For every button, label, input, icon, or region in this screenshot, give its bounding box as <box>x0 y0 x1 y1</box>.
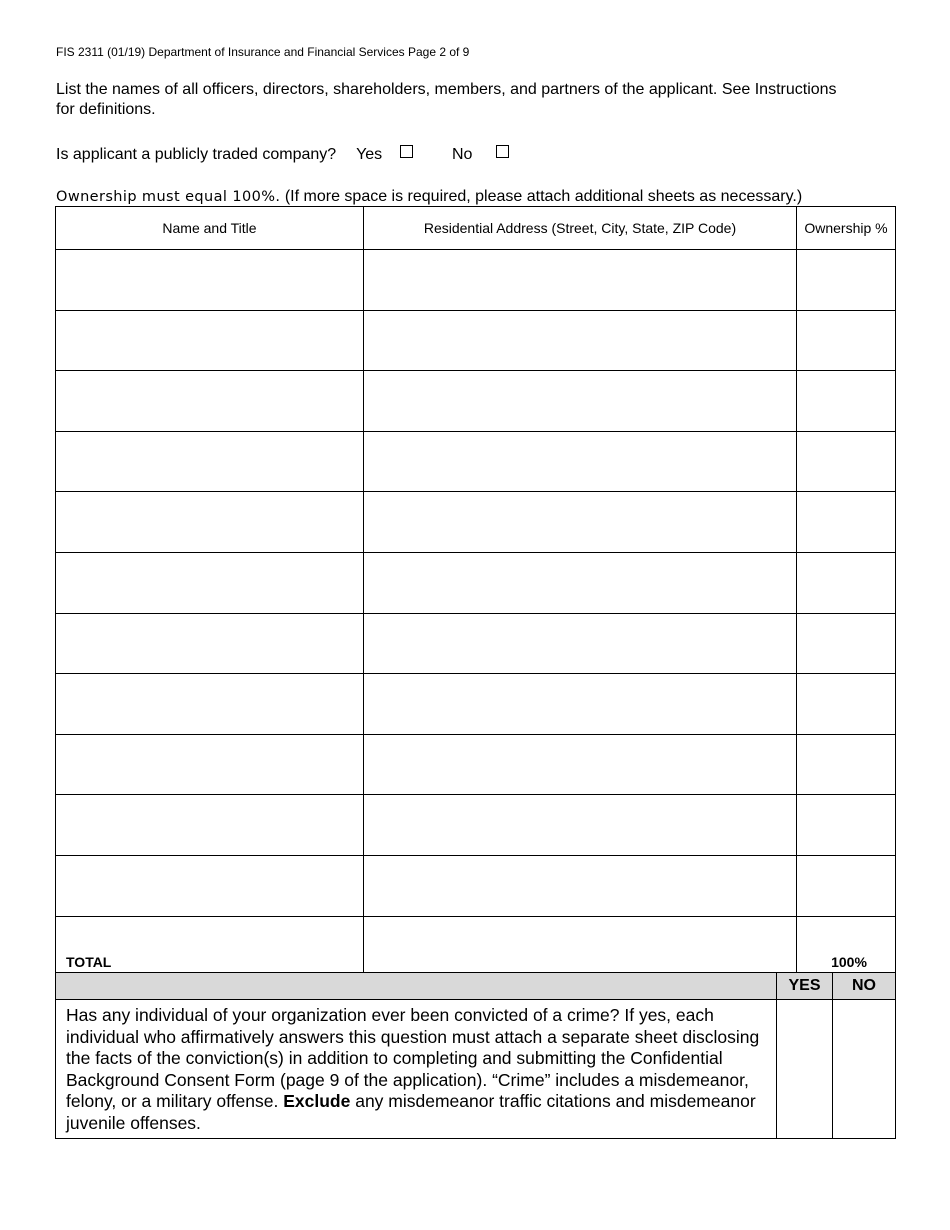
publicly-traded-no-checkbox[interactable] <box>496 145 509 158</box>
ownership-row <box>56 371 896 432</box>
ownership-row <box>56 734 896 795</box>
address-cell[interactable] <box>364 613 797 674</box>
address-cell[interactable] <box>364 674 797 735</box>
name-title-cell[interactable] <box>56 492 364 553</box>
column-header-name-title: Name and Title <box>56 207 364 250</box>
address-cell[interactable] <box>364 310 797 371</box>
ownership-percent-cell[interactable] <box>797 613 896 674</box>
address-cell[interactable] <box>364 492 797 553</box>
ownership-row <box>56 310 896 371</box>
ownership-note-lead: Ownership must equal 100%. <box>56 189 281 205</box>
total-address-cell <box>364 916 797 976</box>
ownership-percent-cell[interactable] <box>797 795 896 856</box>
crime-header-blank <box>56 973 777 1000</box>
address-cell[interactable] <box>364 371 797 432</box>
publicly-traded-label: Is applicant a publicly traded company? <box>56 146 337 163</box>
ownership-row <box>56 431 896 492</box>
crime-question-part2: any misdemeanor traffic citations and misdemeanor juvenile offenses. <box>66 1091 756 1133</box>
ownership-row <box>56 613 896 674</box>
name-title-cell[interactable] <box>56 310 364 371</box>
intro-instructions: List the names of all officers, directors, shareholders, members, and partners of the applicant. See Instructions for definitions. <box>56 81 837 118</box>
name-title-cell[interactable] <box>56 734 364 795</box>
crime-question-bold: Exclude <box>283 1091 351 1111</box>
total-label: TOTAL <box>56 916 364 976</box>
no-label: No <box>452 146 473 163</box>
no-column-header: NO <box>833 973 896 1000</box>
form-header: FIS 2311 (01/19) Department of Insurance and Financial Services Page 2 of 9 <box>56 45 470 59</box>
ownership-row <box>56 492 896 553</box>
publicly-traded-yes-checkbox[interactable] <box>400 145 413 158</box>
ownership-row <box>56 674 896 735</box>
ownership-percent-cell[interactable] <box>797 250 896 311</box>
total-row <box>56 916 896 976</box>
address-cell[interactable] <box>364 795 797 856</box>
crime-question-row <box>56 1000 896 1139</box>
address-cell[interactable] <box>364 855 797 916</box>
name-title-cell[interactable] <box>56 371 364 432</box>
address-cell[interactable] <box>364 552 797 613</box>
column-header-address: Residential Address (Street, City, State, ZIP Code) <box>364 207 797 250</box>
name-title-cell[interactable] <box>56 613 364 674</box>
address-cell[interactable] <box>364 734 797 795</box>
column-header-ownership: Ownership % <box>797 207 896 250</box>
name-title-cell[interactable] <box>56 795 364 856</box>
total-percent: 100% <box>797 916 896 976</box>
name-title-cell[interactable] <box>56 674 364 735</box>
publicly-traded-question <box>56 145 509 165</box>
ownership-row <box>56 250 896 311</box>
crime-table-header <box>56 973 896 1000</box>
ownership-row <box>56 855 896 916</box>
yes-label: Yes <box>356 146 383 163</box>
ownership-row <box>56 795 896 856</box>
crime-question-part1: Has any individual of your organization ever been convicted of a crime? If yes, each individual who affirmatively answers this question must attach a separate sheet disclosing the facts of the conviction(s) in addition to completing and submitting the Confidential Background Consent Form (page 9 of the application). “Crime” includes a misdemeanor, felony, or a military offense. <box>66 1005 760 1111</box>
crime-no-answer-cell[interactable] <box>833 1000 896 1139</box>
address-cell[interactable] <box>364 431 797 492</box>
ownership-percent-cell[interactable] <box>797 310 896 371</box>
ownership-note <box>56 187 802 207</box>
ownership-row <box>56 552 896 613</box>
address-cell[interactable] <box>364 250 797 311</box>
ownership-table-header <box>56 207 896 250</box>
ownership-percent-cell[interactable] <box>797 734 896 795</box>
name-title-cell[interactable] <box>56 250 364 311</box>
yes-column-header: YES <box>777 973 833 1000</box>
ownership-note-rest: (If more space is required, please attach additional sheets as necessary.) <box>280 188 803 205</box>
crime-question-text <box>56 1000 777 1139</box>
ownership-percent-cell[interactable] <box>797 674 896 735</box>
ownership-percent-cell[interactable] <box>797 431 896 492</box>
crime-question-table <box>55 972 896 1139</box>
crime-yes-answer-cell[interactable] <box>777 1000 833 1139</box>
name-title-cell[interactable] <box>56 552 364 613</box>
name-title-cell[interactable] <box>56 855 364 916</box>
ownership-percent-cell[interactable] <box>797 855 896 916</box>
ownership-percent-cell[interactable] <box>797 371 896 432</box>
ownership-table <box>55 206 896 977</box>
ownership-percent-cell[interactable] <box>797 492 896 553</box>
ownership-percent-cell[interactable] <box>797 552 896 613</box>
name-title-cell[interactable] <box>56 431 364 492</box>
